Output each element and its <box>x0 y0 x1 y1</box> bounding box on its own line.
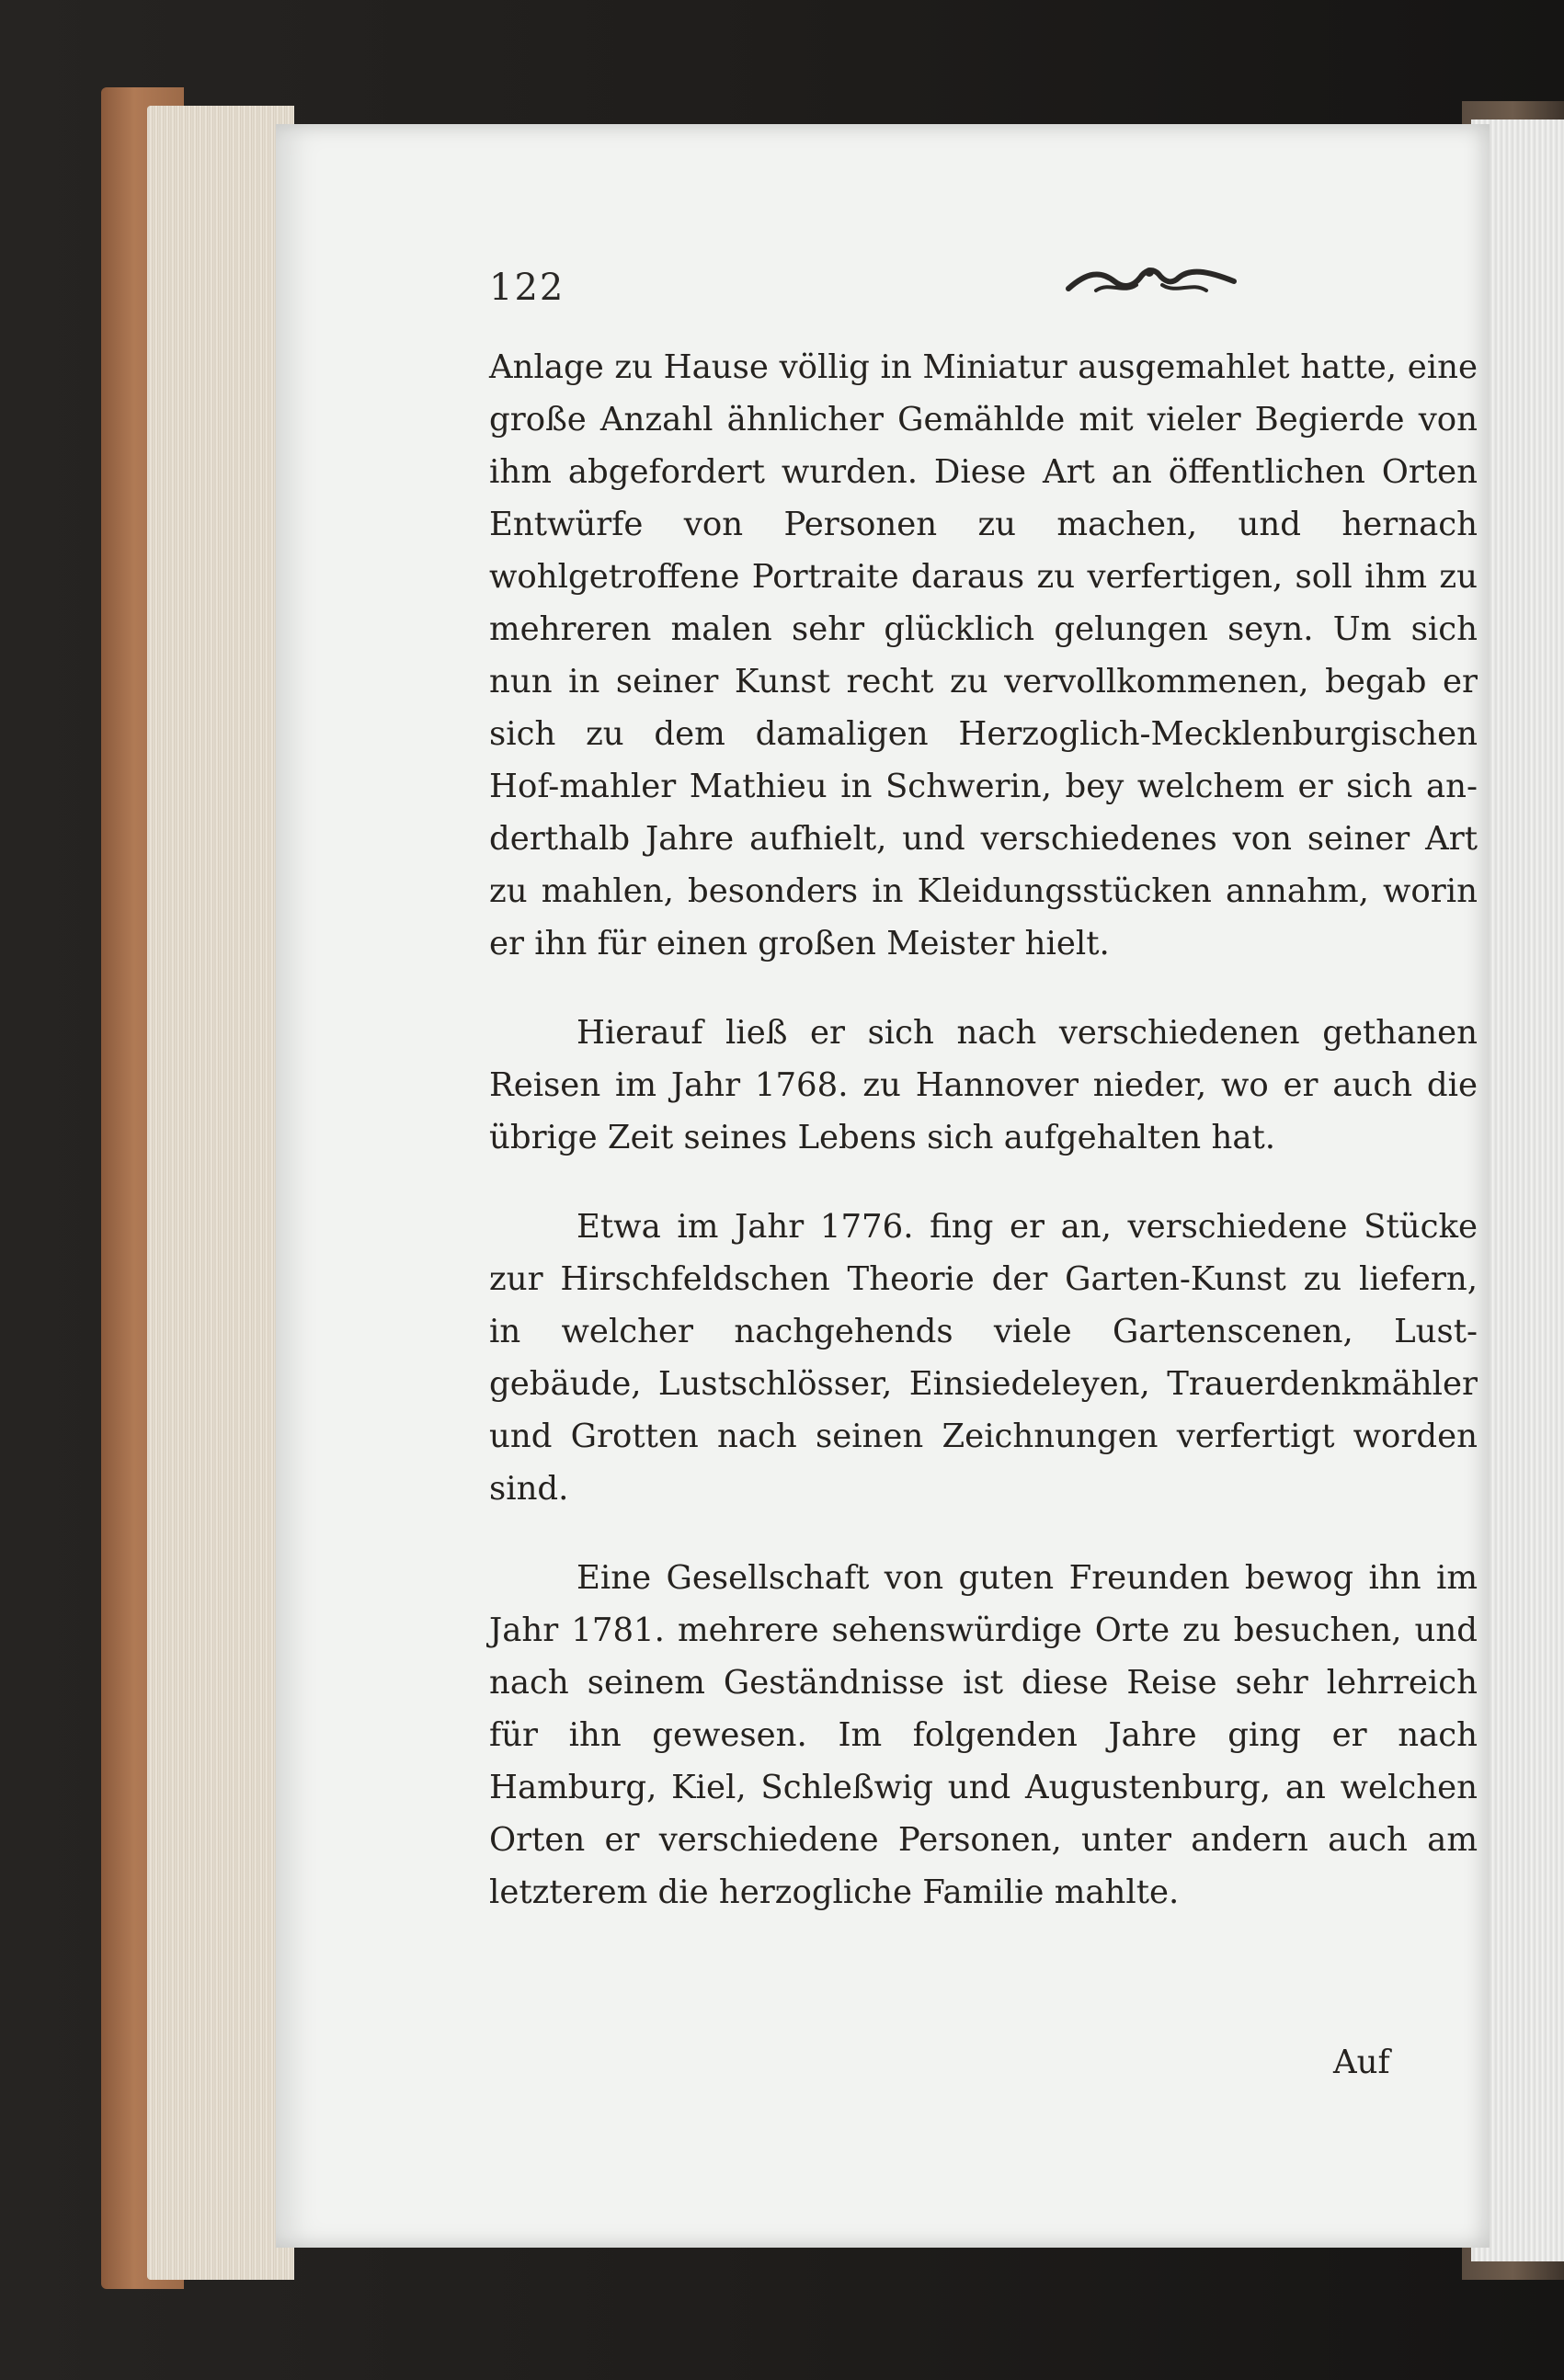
catchword: Auf <box>1333 2044 1390 2081</box>
paragraph-1: Anlage zu Hause völlig in Miniatur ausgemahlet hatte, eine große Anzahl ähnlicher Gemählde mit vieler Begierde von ihm abgefordert wurden. Diese Art an öffentlichen Orten Entwürfe von Personen zu machen, und hernach wohlgetroffene Portraite daraus zu verfertigen, soll ihm zu mehreren malen sehr glücklich gelungen seyn. Um sich nun in seiner Kunst recht zu vervollkommenen, begab er sich zu dem damaligen Herzoglich-Mecklenburgischen Hof-mahler Mathieu in Schwerin, bey welchem er sich an-derthalb Jahre aufhielt, und verschiedenes von seiner Art zu mahlen, besonders in Kleidungsstücken annahm, worin er ihn für einen großen Meister hielt. <box>489 348 1478 962</box>
book-page <box>276 124 1490 2248</box>
paragraph-2: Hierauf ließ er sich nach verschiedenen gethanen Reisen im Jahr 1768. zu Hannover nieder, wo er auch die übrige Zeit seines Lebens sich aufgehalten hat. <box>489 1014 1478 1156</box>
page-edges <box>147 106 294 2280</box>
body-text <box>489 341 1478 1919</box>
ornament-icon <box>1059 254 1243 309</box>
page-number: 122 <box>489 267 565 309</box>
paragraph-3: Etwa im Jahr 1776. fing er an, verschiedene Stücke zur Hirschfeldschen Theorie der Garten-Kunst zu liefern, in welcher nachgehends viele Gartenscenen, Lust-gebäude, Lustschlösser, Einsiedeleyen, Trauerdenkmähler und Grotten nach seinen Zeichnungen verfertigt worden sind. <box>489 1208 1478 1508</box>
page-header <box>489 267 1409 340</box>
paragraph-4: Eine Gesellschaft von guten Freunden bewog ihn im Jahr 1781. mehrere sehenswürdige Orte zu besuchen, und nach seinem Geständnisse ist diese Reise sehr lehrreich für ihn gewesen. Im folgenden Jahre ging er nach Hamburg, Kiel, Schleßwig und Augustenburg, an welchen Orten er verschiedene Personen, unter andern auch am letzterem die herzogliche Familie mahlte. <box>489 1559 1478 1911</box>
